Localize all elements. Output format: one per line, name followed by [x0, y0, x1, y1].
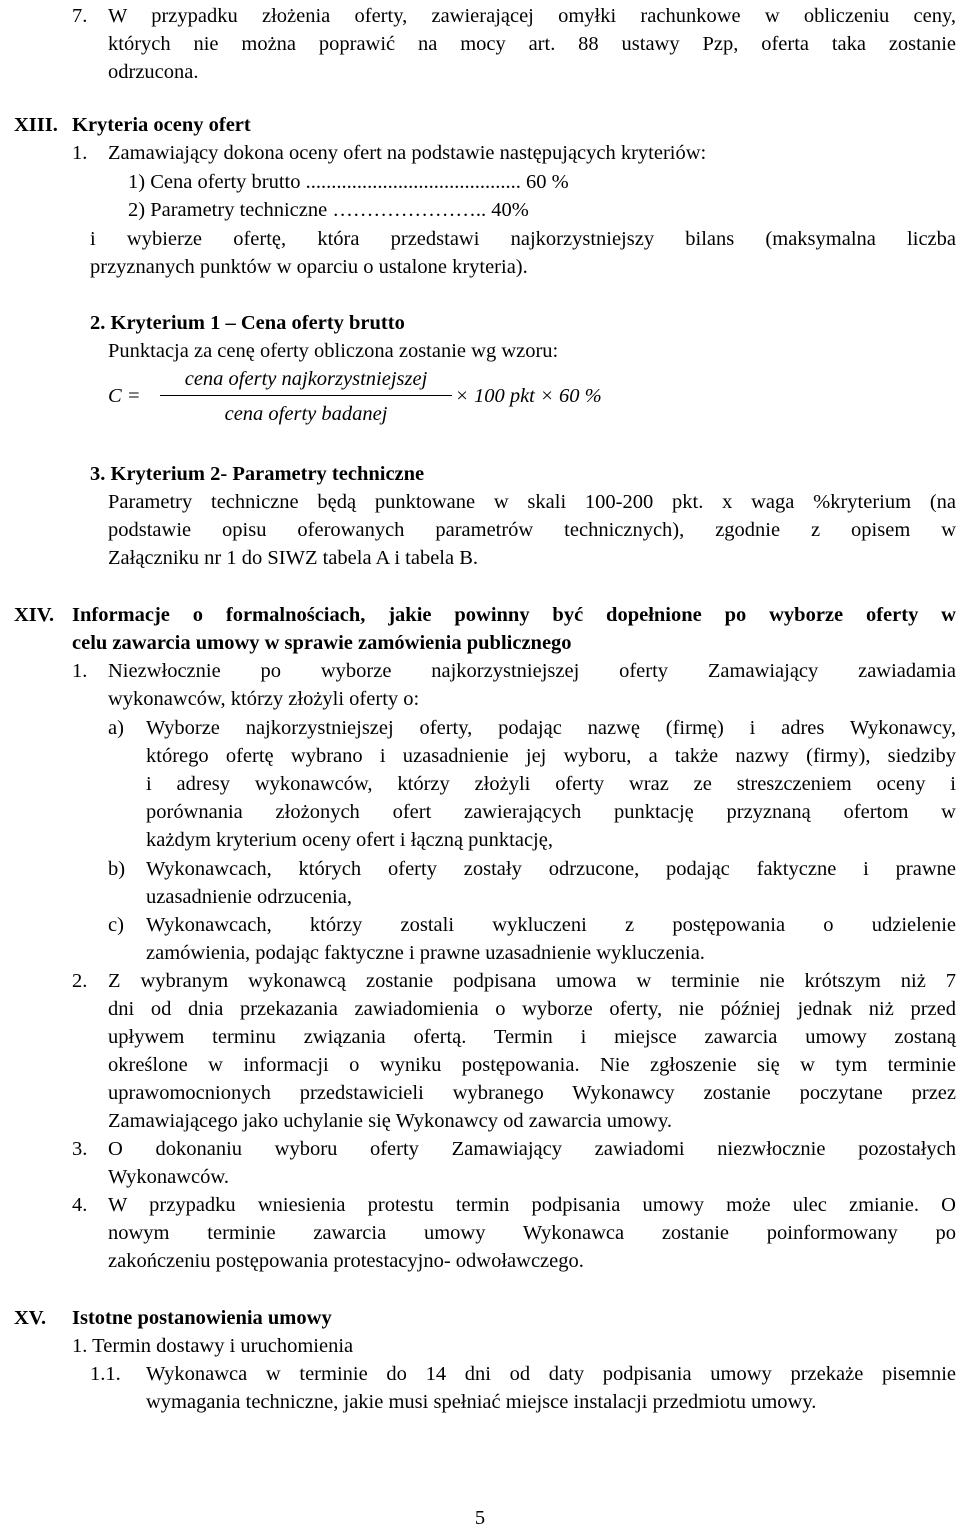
paragraph-line: Zamawiający dokona oceny ofert na podstawie następujących kryteriów:	[108, 142, 707, 164]
paragraph-line: Załączniku nr 1 do SIWZ tabela A i tabela B.	[108, 547, 479, 569]
paragraph-line: W przypadku wniesienia protestu termin podpisania umowy może ulec zmianie. O	[108, 1194, 956, 1216]
paragraph-line: których nie można poprawić na mocy art. 88 ustawy Pzp, oferta taka zostanie	[108, 33, 956, 55]
list-number: 3.	[72, 1138, 88, 1160]
paragraph-line: uzasadnienie odrzucenia,	[146, 886, 353, 908]
section-number: XIII.	[14, 114, 58, 136]
paragraph-line: Wykonawców.	[108, 1166, 229, 1188]
paragraph-line: nowym terminie zawarcia umowy Wykonawca zostanie poinformowany po	[108, 1222, 956, 1244]
paragraph-line: i wybierze ofertę, która przedstawi najkorzystniejszy bilans (maksymalna liczba	[90, 228, 956, 250]
list-number: 4.	[72, 1194, 88, 1216]
section-title: Informacje o formalnościach, jakie powinny być dopełnione po wyborze oferty w	[72, 604, 956, 626]
paragraph-line: każdym kryterium oceny ofert i łączną punktację,	[146, 829, 553, 851]
subsection-heading: 1. Termin dostawy i uruchomienia	[72, 1335, 354, 1357]
paragraph-line: Zamawiającego jako uchylanie się Wykonawcy od zawarcia umowy.	[108, 1110, 673, 1132]
paragraph-line: zakończeniu postępowania protestacyjno- odwoławczego.	[108, 1250, 584, 1272]
section-title: celu zawarcia umowy w sprawie zamówienia publicznego	[72, 632, 572, 654]
formula-denominator: cena oferty badanej	[224, 403, 388, 425]
section-number: XV.	[14, 1307, 47, 1329]
paragraph-line: upływem terminu związania ofertą. Termin i miejsce zawarcia umowy zostaną	[108, 1026, 956, 1048]
formula-lhs: C =	[108, 385, 141, 407]
paragraph-line: Z wybranym wykonawcą zostanie podpisana umowa w terminie nie krótszym niż 7	[108, 970, 956, 992]
list-letter: a)	[108, 717, 124, 739]
paragraph-line: O dokonaniu wyboru oferty Zamawiający zawiadomi niezwłocznie pozostałych	[108, 1138, 956, 1160]
paragraph-line: Wykonawcach, których oferty zostały odrzucone, podając faktyczne i prawne	[146, 858, 956, 880]
list-number: 7.	[72, 5, 88, 27]
list-number: 1.	[72, 142, 88, 164]
criterion-line: 2) Parametry techniczne ………………….. 40%	[128, 199, 529, 221]
paragraph-line: Punktacja za cenę oferty obliczona zostanie wg wzoru:	[108, 340, 559, 362]
fraction-bar	[160, 395, 452, 396]
formula-numerator: cena oferty najkorzystniejszej	[184, 368, 428, 390]
paragraph-line: odrzucona.	[108, 61, 199, 83]
list-number: 1.1.	[90, 1363, 121, 1385]
criterion-line: 1) Cena oferty brutto .......................................... 60 %	[128, 171, 569, 193]
paragraph-line: Wykonawcach, którzy zostali wykluczeni z postępowania o udzielenie	[146, 914, 956, 936]
subsection-heading: 2. Kryterium 1 – Cena oferty brutto	[90, 312, 405, 334]
paragraph-line: podstawie opisu oferowanych parametrów technicznych), zgodnie z opisem w	[108, 519, 956, 541]
paragraph-line: Parametry techniczne będą punktowane w skali 100-200 pkt. x waga %kryterium (na	[108, 491, 956, 513]
paragraph-line: wymagania techniczne, jakie musi spełniać miejsce instalacji przedmiotu umowy.	[146, 1391, 817, 1413]
paragraph-line: Wykonawca w terminie do 14 dni od daty podpisania umowy przekaże pisemnie	[146, 1363, 956, 1385]
paragraph-line: Niezwłocznie po wyborze najkorzystniejszej oferty Zamawiający zawiadamia	[108, 660, 956, 682]
section-number: XIV.	[14, 604, 55, 626]
paragraph-line: i adresy wykonawców, którzy złożyli oferty wraz ze streszczeniem oceny i	[146, 773, 956, 795]
paragraph-line: którego ofertę wybrano i uzasadnienie jej wyboru, a także nazwy (firmy), siedziby	[146, 745, 956, 767]
subsection-heading: 3. Kryterium 2- Parametry techniczne	[90, 463, 425, 485]
paragraph-line: W przypadku złożenia oferty, zawierającej omyłki rachunkowe w obliczeniu ceny,	[108, 5, 956, 27]
section-title: Istotne postanowienia umowy	[72, 1307, 332, 1329]
paragraph-line: przyznanych punktów w oparciu o ustalone kryteria).	[90, 256, 528, 278]
paragraph-line: dni od dnia przekazania zawiadomienia o wyborze oferty, nie później jednak niż przed	[108, 998, 956, 1020]
list-letter: b)	[108, 858, 126, 880]
paragraph-line: Wyborze najkorzystniejszej oferty, podając nazwę (firmę) i adres Wykonawcy,	[146, 717, 956, 739]
formula-rhs: × 100 pkt × 60 %	[455, 385, 602, 407]
paragraph-line: określone w informacji o wyniku postępowania. Nie zgłoszenie się w tym terminie	[108, 1054, 956, 1076]
paragraph-line: zamówienia, podając faktyczne i prawne uzasadnienie wykluczenia.	[146, 942, 705, 964]
section-title: Kryteria oceny ofert	[72, 114, 251, 136]
list-number: 1.	[72, 660, 88, 682]
paragraph-line: uprawomocnionych przedstawicieli wybranego Wykonawcy zostanie poczytane przez	[108, 1082, 956, 1104]
list-letter: c)	[108, 914, 124, 936]
paragraph-line: porównania złożonych ofert zawierających punktację przyznaną ofertom w	[146, 801, 956, 823]
paragraph-line: wykonawców, którzy złożyli oferty o:	[108, 688, 420, 710]
page-number: 5	[474, 1507, 486, 1529]
list-number: 2.	[72, 970, 88, 992]
